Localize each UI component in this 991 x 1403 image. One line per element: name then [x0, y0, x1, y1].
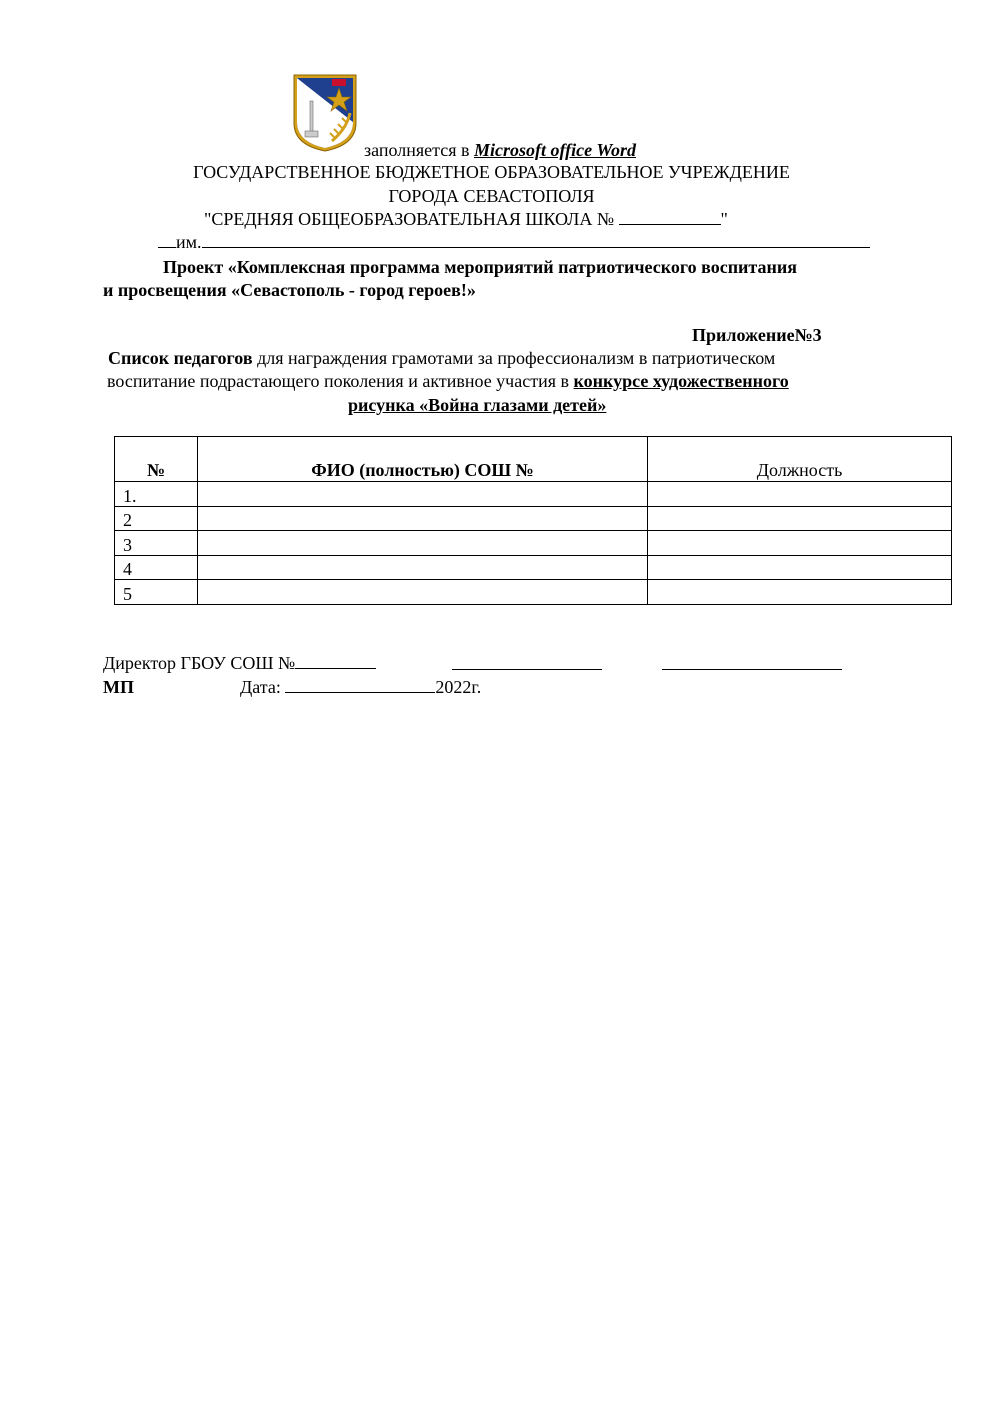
sevastopol-coat-of-arms: [292, 73, 358, 153]
intro-line-2: [107, 370, 789, 392]
date-label: Дата:: [240, 677, 286, 697]
director-signature-blank: [452, 653, 602, 670]
director-school-number-blank: [295, 652, 376, 669]
fill-note-prefix: заполняется в: [364, 140, 474, 160]
date-blank: [285, 676, 435, 693]
position-cell[interactable]: [648, 580, 952, 605]
intro-bold-start: Список педагогов: [108, 348, 253, 368]
named-after-line: [158, 231, 870, 253]
row-number: 5: [115, 580, 198, 605]
named-after-label: им.: [176, 232, 202, 252]
project-title-line-2: и просвещения «Севастополь - город героев!»: [103, 280, 476, 300]
appendix-label: Приложение№3: [692, 325, 822, 345]
header-number: №: [115, 437, 198, 482]
table-row: [115, 482, 952, 507]
org-line-3: [204, 208, 728, 230]
stamp-label: МП: [103, 677, 134, 697]
row-number: 4: [115, 555, 198, 580]
intro-line-1: [108, 347, 775, 369]
fill-note-app: Microsoft office Word: [474, 140, 636, 160]
org-line-1: ГОСУДАРСТВЕННОЕ БЮДЖЕТНОЕ ОБРАЗОВАТЕЛЬНОЕ УЧРЕЖДЕНИЕ: [193, 162, 790, 182]
position-cell[interactable]: [648, 531, 952, 556]
full-name-cell[interactable]: [198, 506, 648, 531]
named-after-blank: [202, 231, 870, 248]
intro-contest-name: конкурсе художественного: [573, 371, 789, 391]
full-name-cell[interactable]: [198, 482, 648, 507]
project-title-line-1: Проект «Комплексная программа мероприятий патриотического воспитания: [163, 257, 797, 277]
director-label: Директор ГБОУ СОШ №: [103, 653, 296, 673]
table-row: [115, 580, 952, 605]
intro-line-2-start: воспитание подрастающего поколения и активное участия в: [107, 371, 574, 391]
staff-table: [114, 436, 952, 605]
named-after-prefix-blank: [158, 231, 176, 248]
org-line-2: ГОРОДА СЕВАСТОПОЛЯ: [388, 186, 595, 206]
fill-note: [364, 139, 636, 161]
row-number: 3: [115, 531, 198, 556]
header-position: Должность: [648, 437, 952, 482]
director-line: [103, 652, 376, 674]
table-row: [115, 531, 952, 556]
intro-line-1-rest: для награждения грамотами за профессионализм в патриотическом: [252, 348, 776, 368]
position-cell[interactable]: [648, 482, 952, 507]
table-header-row: [115, 437, 952, 482]
row-number: 1.: [115, 482, 198, 507]
full-name-cell[interactable]: [198, 531, 648, 556]
position-cell[interactable]: [648, 506, 952, 531]
position-cell[interactable]: [648, 555, 952, 580]
date-line: [240, 676, 481, 698]
intro-line-3: рисунка «Война глазами детей»: [348, 395, 607, 415]
full-name-cell[interactable]: [198, 555, 648, 580]
row-number: 2: [115, 506, 198, 531]
year-suffix: 2022г.: [435, 677, 482, 697]
school-name-text: "СРЕДНЯЯ ОБЩЕОБРАЗОВАТЕЛЬНАЯ ШКОЛА №: [204, 209, 619, 229]
header-full-name: ФИО (полностью) СОШ №: [198, 437, 648, 482]
full-name-cell[interactable]: [198, 580, 648, 605]
director-name-blank: [662, 653, 842, 670]
school-number-blank: [619, 208, 721, 225]
table-row: [115, 506, 952, 531]
table-row: [115, 555, 952, 580]
school-name-close: ": [720, 209, 728, 229]
